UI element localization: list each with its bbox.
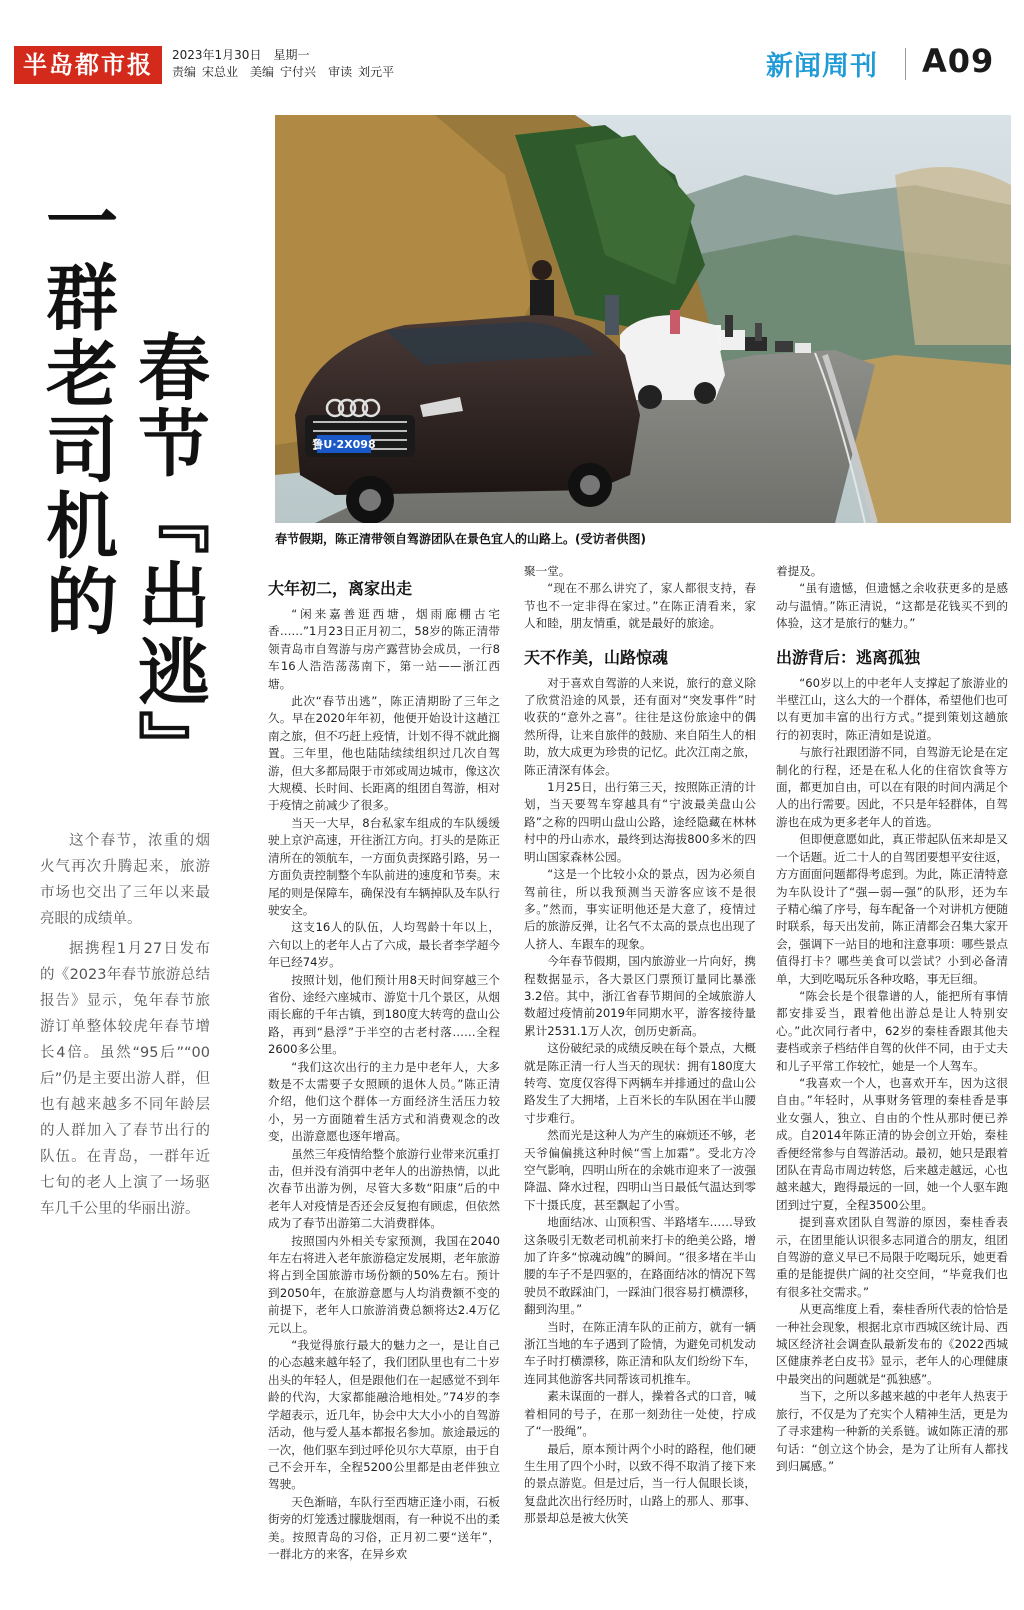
article-paragraph: 素未谋面的一群人，操着各式的口音，喊着相同的号子，在那一刻劲往一处使，拧成了“一股绳”。 [524, 1389, 756, 1439]
staff-credits [172, 63, 406, 80]
mountain-road-photo [275, 115, 1011, 523]
article-paragraph: 但即便意愿如此，真正带起队伍来却是又一个话题。近二十人的自驾团要想平安往返，方方面面问题都得考虑到。为此，陈正清特意为车队设计了“强—弱—强”的队形，还为车子精心编了序号，每车配备一个对讲机方便随时联系，每天出发前，陈正清都会召集大家开会，强调下一站目的地和注意事项：哪些景点值得打卡？哪些美食可以尝试？小到必备清单，大到吃喝玩乐各种攻略，事无巨细。 [776, 832, 1008, 986]
editor-label: 责编 [172, 65, 197, 79]
article-paragraph: 这支16人的队伍，人均驾龄十年以上，六旬以上的老年人占了六成，最长者李学超今年已经74岁。 [268, 920, 500, 970]
article-paragraph: 聚一堂。 [524, 564, 571, 578]
article-paragraph: 今年春节假期，国内旅游业一片向好，携程数据显示，各大景区门票预订量同比暴涨3.2倍。其中，浙江省春节期间的全域旅游人数超过疫情前2019年同期水平，游客接待量累计2531.1万人次，创历史新高。 [524, 954, 756, 1038]
article-paragraph: 按照国内外相关专家预测，我国在2040年左右将进入老年旅游稳定发展期，老年旅游将占到全国旅游市场份额的50%左右。预计到2050年，在旅游意愿与人均消费额不变的前提下，老年人口旅游消费总额将达2.4万亿元以上。 [268, 1233, 500, 1335]
article-paragraph: 与旅行社跟团游不同，自驾游无论是在定制化的行程，还是在私人化的住宿饮食等方面，都更加自由，可以在有限的时间内满足个人的出行需要。因此，不只是年轻群体，自驾游也在成为更多老年人的首选。 [776, 745, 1008, 829]
subheading: 出游背后：逃离孤独 [776, 647, 921, 667]
article-paragraph: 天色渐暗，车队行至西塘正逢小雨，石板街旁的灯笼透过朦胧烟雨，有一种说不出的柔美。按照青岛的习俗，正月初二要“送年”，一群北方的来客，在异乡欢 [268, 1494, 500, 1561]
photo-caption: 春节假期，陈正清带领自驾游团队在景色宜人的山路上。(受访者供图) [275, 532, 646, 546]
article-paragraph: 地面结冰、山顶积雪、半路堵车……导致这条吸引无数老司机前来打卡的绝美公路，增加了许多“惊魂动魄”的瞬间。“很多堵在半山腰的车子不是四驱的，在路面结冰的情况下驾驶员不敢踩油门，一踩油门很容易打横漂移，翻到沟里。” [524, 1215, 756, 1317]
reviewer-label: 审读 [328, 65, 353, 79]
article-paragraph: 当时，在陈正清车队的正前方，就有一辆浙江当地的车子遇到了险情，为避免司机发动车子时打横漂移，陈正清和队友们纷纷下车，连同其他游客共同帮该司机推车。 [524, 1319, 756, 1386]
subheading: 大年初二，离家出走 [268, 579, 413, 598]
intro-paragraph: 据携程1月27日发布的《2023年春节旅游总结报告》显示，兔年春节旅游订单整体较虎年春节增长4倍。虽然“95后”“00后”仍是主要出游人群，但也有越来越多不同年龄层的人群加入了春节出行的队伍。在青岛，一群年近七旬的老人上演了一场驱车几千公里的华丽出游。 [40, 941, 210, 1217]
intro-paragraph: 这个春节，浓重的烟火气再次升腾起来，旅游市场也交出了三年以来最亮眼的成绩单。 [40, 833, 210, 927]
news-photo [275, 115, 1011, 523]
editor-name: 宋总业 [202, 65, 239, 79]
article-paragraph: 当下，之所以多越来越的中老年人热衷于旅行，不仅是为了充实个人精神生活，更是为了寻求建构一种新的关系链。诚如陈正清的那句话：“创立这个协会，是为了让所有人都找到归属感。” [776, 1389, 1008, 1473]
article-column-1 [268, 578, 500, 1563]
headline-line-1: 一群老司机的 [34, 184, 119, 640]
article-column-3 [776, 563, 1008, 1475]
article-paragraph: 从更高维度上看，秦桂香所代表的恰恰是一种社会现象，根据北京市西城区统计局、西城区经济社会调查队最新发布的《2022西城区健康养老白皮书》显示，老年人的心理健康中最突出的问题就是“孤独感”。 [776, 1302, 1008, 1386]
article-paragraph: 虽然三年疫情给整个旅游行业带来沉重打击，但并没有消弭中老年人的出游热情，以此次春节出游为例，尽管大多数“阳康”后的中老年人对疫情是否还会反复抱有顾虑，但依然成为了春节出游第二大消费群体。 [268, 1146, 500, 1231]
article-paragraph: 最后，原本预计两个小时的路程，他们硬生生用了四个小时，以致不得不取消了接下来的景点游览。但是过后，当一行人侃眼长谈，复盘此次出行经历时，山路上的那人、那事、那景却总是被大伙笑 [524, 1441, 756, 1526]
column-spacer [524, 633, 756, 647]
article-paragraph: 着提及。 [776, 564, 823, 578]
newspaper-logo: 半岛都市报 [14, 46, 162, 84]
designer-name: 宁付兴 [280, 65, 317, 79]
article-paragraph: 此次“春节出逃”，陈正清期盼了三年之久。早在2020年年初，他便开始设计这趟江南之旅，但不巧赶上疫情，计划不得不就此搁置。三年里，他也陆陆续续组织过几次自驾游，但大多都局限于市郊或周边城市，像这次大规模、长时间、长距离的组团自驾游，相对于疫情之前减少了很多。 [268, 694, 500, 813]
article-paragraph: 当天一大早，8台私家车组成的车队缓缓驶上京沪高速，开往浙江方向。打头的是陈正清所在的领航车，一方面负责探路引路，另一方面负责控制整个车队前进的速度和节奏。末尾的则是保障车，确保没有车辆掉队及车队行驶安全。 [268, 815, 500, 917]
issue-date: 2023年1月30日 [172, 48, 262, 62]
article-column-2 [524, 563, 756, 1528]
article-paragraph: “我觉得旅行最大的魅力之一，是让自己的心态越来越年轻了，我们团队里也有二十岁出头的年轻人，但是跟他们在一起感觉不到年龄的代沟，大家都能融洽地相处。”74岁的李学超表示，近几年，协会中大大小小的自驾游活动，他与爱人基本都报名参加。旅途最远的一次，他们驱车到过呼伦贝尔大草原，由于自己不会开车，全程5200公里都是由老伴独立驾驶。 [268, 1338, 500, 1492]
article-paragraph: 这份破纪录的成绩反映在每个景点，大概就是陈正清一行人当天的现状：拥有180度大转弯、宽度仅容得下两辆车并排通过的盘山公路发生了大拥堵，上百米长的车队困在半山腰寸步难行。 [524, 1041, 756, 1125]
article-paragraph: “闲来嘉善逛西塘，烟雨廊棚古宅香……”1月23日正月初二，58岁的陈正清带领青岛市自驾游与房产露营协会成员，一行8车16人浩浩荡荡南下，第一站——浙江西塘。 [268, 607, 500, 691]
article-paragraph: “我喜欢一个人，也喜欢开车，因为这很自由。”年轻时，从事财务管理的秦桂香是事业女强人，独立、自由的个性从那时便已养成。自2014年陈正清的协会创立开始，秦桂香便经常参与自驾游活动。最初，她只是跟着团队在青岛市周边转悠，后来越走越远，心也越来越大，跑得最远的一回，她一个人驱车跑团到过宁夏，全程3500公里。 [776, 1075, 1008, 1212]
article-paragraph: 对于喜欢自驾游的人来说，旅行的意义除了欣赏沿途的风景，还有面对“突发事件”时收获的“意外之喜”。往往是这份旅途中的偶然所得，让来自旅伴的鼓励、来自陌生人的相助，放大成更为珍贵的记忆。此次江南之旅，陈正清深有体会。 [524, 675, 756, 777]
article-paragraph: 然而光是这种人为产生的麻烦还不够，老天爷偏偏挑这种时候“雪上加霜”。受北方冷空气影响，四明山所在的余姚市迎来了一波强降温、降水过程，四明山当日最低气温达到零下十摄氏度，甚至飘起了小雪。 [524, 1128, 756, 1212]
license-plate: 鲁U·2X098 [312, 438, 376, 451]
article-paragraph: “现在不那么讲究了，家人都很支持，春节也不一定非得在家过。”在陈正清看来，家人和睦，朋友情重，就是最好的旅途。 [524, 581, 756, 631]
article-paragraph: 按照计划，他们预计用8天时间穿越三个省份、途经六座城市、游览十几个景区，从烟雨长廊的千年古镇，到180度大转弯的盘山公路，再到“悬浮”于半空的古老村落……全程2600多公里。 [268, 972, 500, 1057]
article-paragraph: “虽有遗憾，但遗憾之余收获更多的是感动与温情。”陈正清说，“这都是花钱买不到的体验，这才是旅行的魅力。” [776, 581, 1008, 631]
intro-text [40, 828, 210, 1226]
issue-date-line [172, 46, 321, 63]
designer-label: 美编 [250, 65, 275, 79]
header-divider [905, 48, 906, 80]
article-paragraph: 1月25日，出行第三天，按照陈正清的计划，当天要驾车穿越具有“宁波最美盘山公路”之称的四明山盘山公路，途经隐藏在林林村中的丹山赤水，最终到达海拔800多米的四明山国家森林公园。 [524, 780, 756, 864]
subheading: 天不作美，山路惊魂 [524, 647, 669, 667]
reviewer-name: 刘元平 [358, 65, 395, 79]
page-number: A09 [922, 42, 995, 80]
column-spacer [776, 633, 1008, 647]
article-paragraph: “这是一个比较小众的景点，因为必须自驾前往，所以我预测当天游客应该不是很多。”然而，事实证明他还是大意了，疫情过后的旅游反弹，让名气不太高的景点也出现了人挤人、车跟车的现象。 [524, 867, 756, 951]
issue-weekday: 星期一 [273, 48, 310, 62]
article-paragraph: 提到喜欢团队自驾游的原因，秦桂香表示，在团里能认识很多志同道合的朋友，组团自驾游的意义早已不局限于吃喝玩乐，她更看重的是能提供广阔的社交空间，“毕竟我们也有很多社交需求。” [776, 1215, 1008, 1299]
article-paragraph: “我们这次出行的主力是中老年人，大多数是不太需要子女照顾的退休人员。”陈正清介绍，他们这个群体一方面经济生活压力较小，另一方面随着生活方式和消费观念的改变，出游意愿也逐年增高。 [268, 1059, 500, 1144]
headline-line-2: 春节『出逃』 [126, 330, 211, 786]
article-paragraph: “60岁以上的中老年人支撑起了旅游业的半壁江山，这么大的一个群体，希望他们也可以有更加丰富的出行方式。”提到策划这趟旅行的初衷时，陈正清如是说道。 [776, 675, 1008, 742]
section-name: 新闻周刊 [766, 51, 878, 82]
article-paragraph: “陈会长是个很靠谱的人，能把所有事情都安排妥当，跟着他出游总是让人特别安心。”此次同行者中，62岁的秦桂香跟其他夫妻档或亲子档结伴自驾的伙伴不同，由于丈夫和儿子平常工作较忙，她是一个人驾车。 [776, 988, 1008, 1073]
